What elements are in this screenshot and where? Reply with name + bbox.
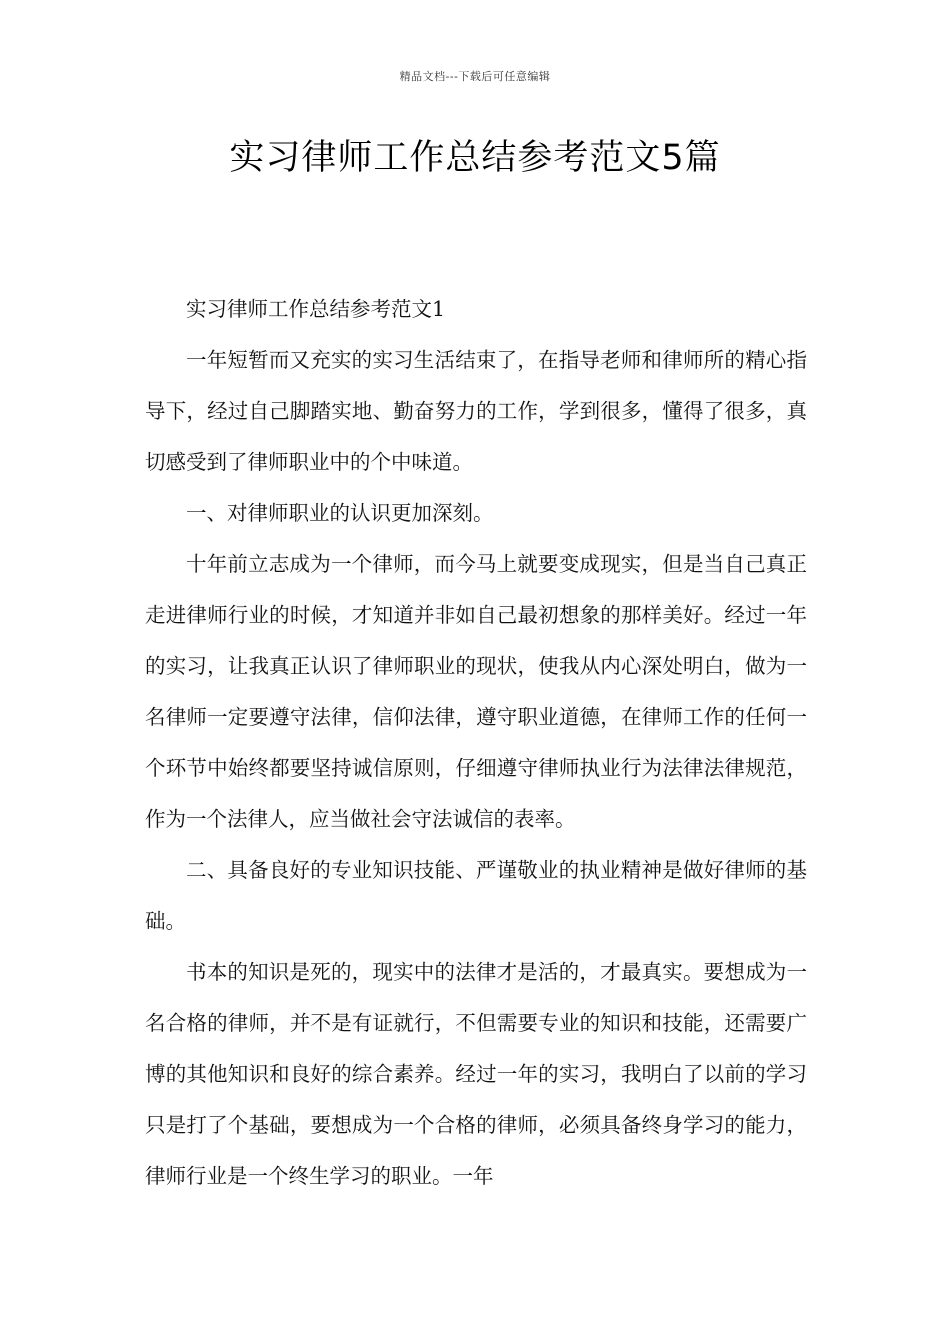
paragraph: 十年前立志成为一个律师，而今马上就要变成现实，但是当自己真正走进律师行业的时候，才知道并非如自己最初想象的那样美好。经过一年的实习，让我真正认识了律师职业的现状，使我从内心深处明白，做为一名律师一定要遵守法律，信仰法律，遵守职业道德，在律师工作的任何一个环节中始终都要坚持诚信原则，仔细遵守律师执业行为法律法律规范，作为一个法律人，应当做社会守法诚信的表率。 (145, 552, 807, 831)
document-body (145, 284, 807, 1202)
subsection-heading: 二、具备良好的专业知识技能、严谨敬业的执业精神是做好律师的基础。 (145, 858, 807, 933)
paragraph: 书本的知识是死的，现实中的法律才是活的，才最真实。要想成为一名合格的律师，并不是有证就行，不但需要专业的知识和技能，还需要广博的其他知识和良好的综合素养。经过一年的实习，我明白了以前的学习只是打了个基础，要想成为一个合格的律师，必须具备终身学习的能力，律师行业是一个终生学习的职业。一年 (145, 960, 807, 1188)
document-title: 实习律师工作总结参考范文5篇 (229, 138, 721, 178)
header-note: 精品文档---下载后可任意编辑 (399, 70, 551, 83)
section-heading: 实习律师工作总结参考范文1 (186, 297, 446, 321)
subsection-heading: 一、对律师职业的认识更加深刻。 (186, 501, 494, 525)
paragraph: 一年短暂而又充实的实习生活结束了，在指导老师和律师所的精心指导下，经过自己脚踏实地、勤奋努力的工作，学到很多，懂得了很多，真切感受到了律师职业中的个中味道。 (145, 348, 807, 474)
